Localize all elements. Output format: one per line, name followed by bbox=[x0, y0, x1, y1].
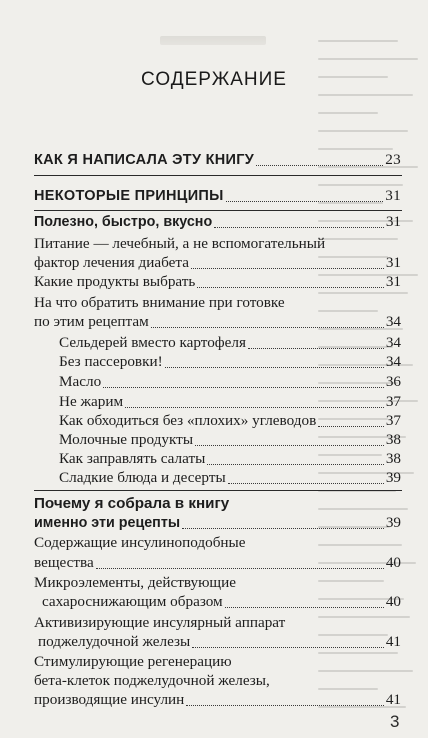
toc-page-number: 37 bbox=[385, 393, 401, 410]
toc-entry-line: Микроэлементы, действующие bbox=[34, 574, 236, 591]
toc-entry-label: Сельдерей вместо картофеля bbox=[59, 334, 246, 351]
dot-leader bbox=[228, 483, 384, 484]
toc-entry-label: производящие инсулин bbox=[34, 691, 185, 708]
toc-page-number: 39 bbox=[385, 514, 401, 531]
dot-leader bbox=[192, 647, 384, 648]
toc-page-number: 37 bbox=[385, 412, 401, 429]
toc-entry[interactable] bbox=[59, 468, 401, 488]
toc-entry-label: Не жарим bbox=[59, 393, 124, 410]
toc-section-how-i-wrote[interactable] bbox=[34, 150, 401, 170]
toc-page-number: 34 bbox=[385, 313, 401, 330]
dot-leader bbox=[165, 367, 384, 368]
toc-entry-label: именно эти рецепты bbox=[34, 515, 181, 531]
page-folio: 3 bbox=[390, 712, 400, 731]
toc-entry-line: Питание — лечебный, а не вспомогательный bbox=[34, 235, 326, 252]
toc-page-number: 39 bbox=[385, 469, 401, 486]
running-header-showthrough bbox=[160, 36, 266, 45]
toc-entry[interactable] bbox=[34, 212, 401, 232]
section-divider bbox=[34, 210, 402, 211]
dot-leader bbox=[186, 705, 384, 706]
toc-entry[interactable] bbox=[34, 690, 401, 710]
toc-entry-label: Полезно, быстро, вкусно bbox=[34, 214, 213, 230]
dot-leader bbox=[226, 201, 384, 202]
dot-leader bbox=[197, 287, 383, 288]
toc-entry-line: Стимулирующие регенерацию bbox=[34, 653, 232, 670]
toc-entry[interactable] bbox=[34, 312, 401, 332]
toc-entry-label: Масло bbox=[59, 373, 102, 390]
toc-page-number: 23 bbox=[385, 151, 401, 168]
dot-leader bbox=[125, 407, 384, 408]
toc-entry[interactable] bbox=[34, 272, 401, 292]
toc-entry-label: Как обходиться без «плохих» углеводов bbox=[59, 412, 317, 429]
toc-entry[interactable] bbox=[34, 513, 401, 533]
dot-leader bbox=[103, 387, 384, 388]
toc-section-label: НЕКОТОРЫЕ ПРИНЦИПЫ bbox=[34, 188, 224, 204]
toc-page-number: 31 bbox=[385, 254, 401, 271]
toc-entry-line: Почему я собрала в книгу bbox=[34, 495, 230, 512]
toc-entry-label: Без пассеровки! bbox=[59, 353, 163, 370]
dot-leader bbox=[225, 607, 384, 608]
toc-entry[interactable] bbox=[59, 333, 401, 353]
toc-entry-label: поджелудочной железы bbox=[38, 633, 191, 650]
toc-entry-line: На что обратить внимание при готовке bbox=[34, 294, 285, 311]
toc-entry[interactable] bbox=[59, 411, 401, 431]
toc-entry-label: Молочные продукты bbox=[59, 431, 194, 448]
toc-entry-label: сахароснижающим образом bbox=[42, 593, 223, 610]
dot-leader bbox=[248, 348, 384, 349]
toc-entry-label: Сладкие блюда и десерты bbox=[59, 469, 226, 486]
toc-entry-label: фактор лечения диабета bbox=[34, 254, 189, 271]
toc-page-number: 31 bbox=[385, 273, 401, 290]
toc-page-number: 40 bbox=[385, 554, 401, 571]
toc-entry[interactable] bbox=[34, 592, 401, 612]
toc-entry[interactable] bbox=[59, 372, 401, 392]
toc-entry[interactable] bbox=[34, 253, 401, 273]
toc-entry[interactable] bbox=[59, 392, 401, 412]
dot-leader bbox=[151, 327, 384, 328]
toc-entry-line: Активизирующие инсулярный аппарат bbox=[34, 614, 286, 631]
section-divider bbox=[34, 490, 402, 491]
toc-section-label: КАК Я НАПИСАЛА ЭТУ КНИГУ bbox=[34, 152, 255, 168]
toc-entry-label: по этим рецептам bbox=[34, 313, 149, 330]
toc-page-number: 34 bbox=[385, 353, 401, 370]
toc-page-number: 41 bbox=[385, 691, 401, 708]
toc-entry-label: Как заправлять салаты bbox=[59, 450, 206, 467]
toc-entry[interactable] bbox=[59, 352, 401, 372]
toc-entry[interactable] bbox=[34, 553, 401, 573]
toc-entry[interactable] bbox=[59, 449, 401, 469]
toc-entry-line: Содержащие инсулиноподобные bbox=[34, 534, 246, 551]
toc-page-number: 40 bbox=[385, 593, 401, 610]
toc-entry-label: вещества bbox=[34, 554, 94, 571]
dot-leader bbox=[191, 268, 384, 269]
section-divider bbox=[34, 175, 402, 176]
toc-entry-line: бета-клеток поджелудочной железы, bbox=[34, 672, 270, 689]
toc-page-number: 38 bbox=[385, 431, 401, 448]
toc-entry-label: Какие продукты выбрать bbox=[34, 273, 196, 290]
dot-leader bbox=[195, 445, 384, 446]
toc-entry[interactable] bbox=[34, 632, 401, 652]
toc-page-number: 36 bbox=[385, 373, 401, 390]
toc-page-number: 41 bbox=[385, 633, 401, 650]
dot-leader bbox=[318, 426, 384, 427]
dot-leader bbox=[207, 464, 383, 465]
toc-page-number: 31 bbox=[385, 187, 401, 204]
dot-leader bbox=[256, 165, 383, 166]
toc-page-number: 34 bbox=[385, 334, 401, 351]
toc-page-number: 38 bbox=[385, 450, 401, 467]
dot-leader bbox=[96, 568, 384, 569]
contents-title: СОДЕРЖАНИЕ bbox=[141, 69, 287, 90]
toc-section-principles[interactable] bbox=[34, 186, 401, 206]
dot-leader bbox=[182, 528, 384, 529]
toc-page-number: 31 bbox=[385, 213, 401, 230]
dot-leader bbox=[214, 227, 384, 228]
toc-entry[interactable] bbox=[59, 430, 401, 450]
